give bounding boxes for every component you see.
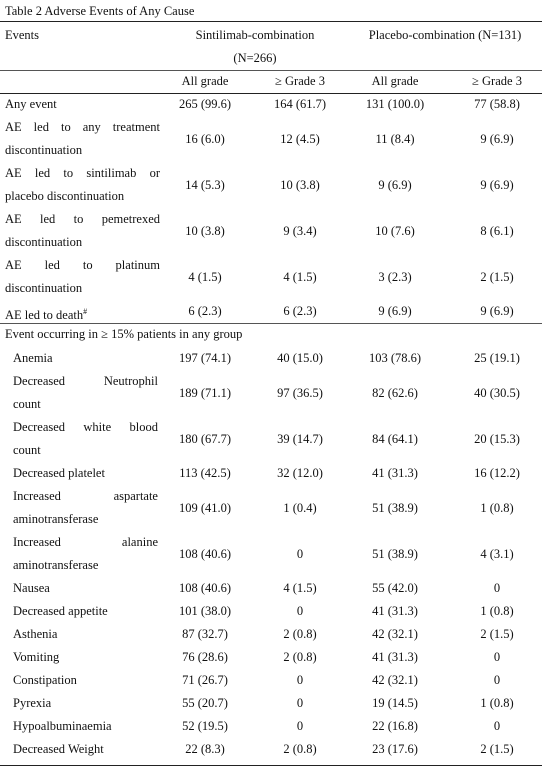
cell-value: 197 (74.1) <box>178 351 232 365</box>
cell-value: 32 (12.0) <box>277 466 323 480</box>
footnote-marker: # <box>83 307 88 316</box>
header-group-sintilimab-n: (N=266) <box>233 51 277 65</box>
cell-value: 9 (6.9) <box>480 304 514 318</box>
row-label: count <box>13 443 41 457</box>
cell-value: 55 (42.0) <box>372 581 418 595</box>
row-label: discontinuation <box>5 143 83 157</box>
cell-value: 84 (64.1) <box>372 431 418 446</box>
cell-value: 23 (17.6) <box>372 742 418 756</box>
cell-value: 9 (6.9) <box>480 177 514 192</box>
cell-value: 4 (1.5) <box>283 581 317 595</box>
row-label: count <box>13 397 41 411</box>
cell-value: 2 (0.8) <box>283 742 317 756</box>
cell-value: 6 (2.3) <box>188 304 222 318</box>
cell-value: 0 <box>493 650 501 664</box>
cell-value: 16 (12.2) <box>474 466 520 480</box>
row-label: aminotransferase <box>13 558 99 572</box>
header-events: Events <box>5 28 40 42</box>
cell-value: 1 (0.8) <box>480 696 514 710</box>
cell-value: 51 (38.9) <box>372 546 418 561</box>
row-label: Anemia <box>13 351 53 365</box>
cell-value: 180 (67.7) <box>178 431 232 446</box>
cell-value: 42 (32.1) <box>372 673 418 687</box>
cell-value: 4 (1.5) <box>283 269 317 284</box>
cell-value: 77 (58.8) <box>474 97 520 111</box>
cell-value: 11 (8.4) <box>375 131 415 146</box>
cell-value: 103 (78.6) <box>368 351 422 365</box>
cell-value: 109 (41.0) <box>178 500 232 515</box>
cell-value: 0 <box>493 673 501 687</box>
row-label: Hypoalbuminaemia <box>13 719 112 733</box>
cell-value: 265 (99.6) <box>178 97 232 111</box>
cell-value: 10 (3.8) <box>280 177 320 192</box>
cell-value: 4 (3.1) <box>480 546 514 561</box>
row-label: Decreased Weight <box>13 742 104 756</box>
row-label: discontinuation <box>5 235 83 249</box>
header-all-grade: All grade <box>371 74 419 88</box>
cell-value: 113 (42.5) <box>179 466 231 480</box>
cell-value: 51 (38.9) <box>372 500 418 515</box>
cell-value: 41 (31.3) <box>372 466 418 480</box>
cell-value: 9 (3.4) <box>283 223 317 238</box>
cell-value: 0 <box>493 581 501 595</box>
cell-value: 2 (0.8) <box>283 650 317 664</box>
cell-value: 108 (40.6) <box>178 546 232 561</box>
row-label: Constipation <box>13 673 77 687</box>
cell-value: 2 (1.5) <box>480 742 514 756</box>
cell-value: 0 <box>296 604 304 618</box>
row-label: Any event <box>5 97 57 111</box>
cell-value: 9 (6.9) <box>480 131 514 146</box>
cell-value: 0 <box>296 673 304 687</box>
cell-value: 4 (1.5) <box>188 269 222 284</box>
header-all-grade: All grade <box>181 74 229 88</box>
cell-value: 1 (0.4) <box>283 500 317 515</box>
cell-value: 22 (16.8) <box>372 719 418 733</box>
cell-value: 87 (32.7) <box>182 627 228 641</box>
cell-value: 9 (6.9) <box>378 304 412 318</box>
cell-value: 101 (38.0) <box>178 604 232 618</box>
cell-value: 41 (31.3) <box>372 650 418 664</box>
row-label: aminotransferase <box>13 512 99 526</box>
cell-value: 0 <box>296 546 304 561</box>
cell-value: 20 (15.3) <box>474 431 520 446</box>
cell-value: 41 (31.3) <box>372 604 418 618</box>
row-label: Vomiting <box>13 650 60 664</box>
cell-value: 0 <box>493 719 501 733</box>
row-label: Nausea <box>13 581 50 595</box>
cell-value: 10 (3.8) <box>185 223 225 238</box>
cell-value: 189 (71.1) <box>178 385 232 400</box>
cell-value: 0 <box>296 696 304 710</box>
row-label: Decreased appetite <box>13 604 108 618</box>
cell-value: 0 <box>296 719 304 733</box>
cell-value: 55 (20.7) <box>182 696 228 710</box>
row-label: AE led to sintilimab or <box>5 166 160 180</box>
cell-value: 39 (14.7) <box>277 431 323 446</box>
header-grade3: ≥ Grade 3 <box>472 74 522 88</box>
cell-value: 25 (19.1) <box>474 351 520 365</box>
header-group-sintilimab: Sintilimab-combination <box>195 28 315 42</box>
cell-value: 108 (40.6) <box>178 581 232 595</box>
row-label: Decreased white blood <box>13 420 158 434</box>
row-label: Decreased Neutrophil <box>13 374 158 388</box>
row-label: AE led to pemetrexed <box>5 212 160 226</box>
rule-top <box>0 21 542 22</box>
row-label: Decreased platelet <box>13 466 105 480</box>
row-label: AE led to any treatment <box>5 120 160 134</box>
cell-value: 52 (19.5) <box>182 719 228 733</box>
cell-value: 164 (61.7) <box>273 97 327 111</box>
row-label: discontinuation <box>5 281 83 295</box>
cell-value: 12 (4.5) <box>280 131 320 146</box>
cell-value: 131 (100.0) <box>365 97 425 111</box>
cell-value: 14 (5.3) <box>185 177 225 192</box>
cell-value: 76 (28.6) <box>182 650 228 664</box>
cell-value: 40 (30.5) <box>474 385 520 400</box>
cell-value: 2 (0.8) <box>283 627 317 641</box>
rule-bottom <box>0 765 542 766</box>
row-label: AE led to death# <box>5 307 88 323</box>
row-label: AE led to platinum <box>5 258 160 272</box>
cell-value: 3 (2.3) <box>378 269 412 284</box>
cell-value: 1 (0.8) <box>480 500 514 515</box>
cell-value: 6 (2.3) <box>283 304 317 318</box>
row-label: Asthenia <box>13 627 58 641</box>
header-grade3: ≥ Grade 3 <box>275 74 325 88</box>
row-label: Pyrexia <box>13 696 52 710</box>
row-label: Increased aspartate <box>13 489 158 503</box>
cell-value: 42 (32.1) <box>372 627 418 641</box>
cell-value: 9 (6.9) <box>378 177 412 192</box>
row-label: placebo discontinuation <box>5 189 125 203</box>
cell-value: 2 (1.5) <box>480 269 514 284</box>
cell-value: 16 (6.0) <box>185 131 225 146</box>
cell-value: 22 (8.3) <box>185 742 225 756</box>
cell-value: 82 (62.6) <box>372 385 418 400</box>
section-label: Event occurring in ≥ 15% patients in any group <box>5 327 243 341</box>
header-group-placebo: Placebo-combination (N=131) <box>368 28 522 42</box>
cell-value: 1 (0.8) <box>480 604 514 618</box>
cell-value: 40 (15.0) <box>277 351 323 365</box>
cell-value: 10 (7.6) <box>375 223 415 238</box>
cell-value: 2 (1.5) <box>480 627 514 641</box>
cell-value: 8 (6.1) <box>480 223 514 238</box>
table-title: Table 2 Adverse Events of Any Cause <box>5 4 195 18</box>
cell-value: 19 (14.5) <box>372 696 418 710</box>
cell-value: 71 (26.7) <box>182 673 228 687</box>
row-label: Increased alanine <box>13 535 158 549</box>
cell-value: 97 (36.5) <box>277 385 323 400</box>
